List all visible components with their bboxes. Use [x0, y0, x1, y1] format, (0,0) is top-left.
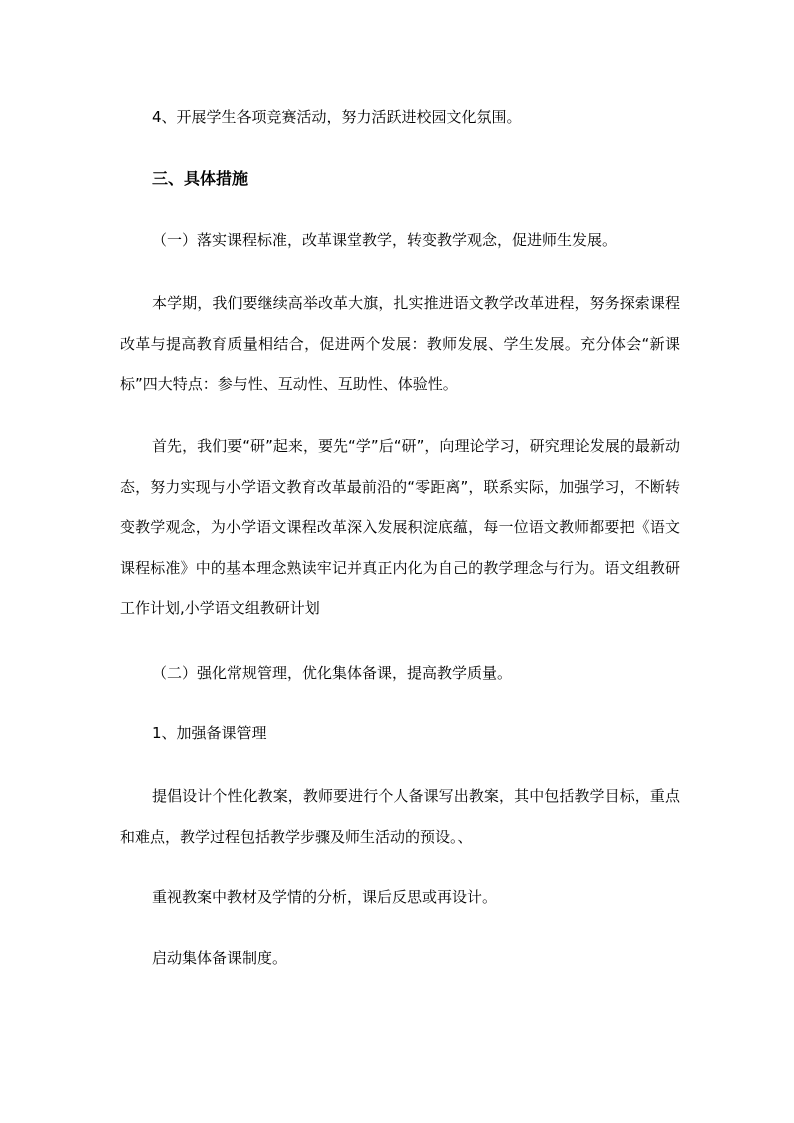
paragraph-collective-prep: 启动集体备课制度。	[152, 949, 288, 967]
list-item-4: 4、开展学生各项竞赛活动，努力活跃进校园文化氛围。	[152, 108, 522, 126]
section-heading-measures: 三、具体措施	[152, 169, 249, 188]
paragraph-reform: 本学期，我们要继续高举改革大旗，扎实推进语文教学改革进程，努务探索课程改革与提高教育质量相结合，促进两个发展：教师发展、学生发展。充分体会“新课标”四大特点：参与性、互动性、互助性、体验性。	[120, 294, 680, 393]
paragraph-analysis: 重视教案中教材及学情的分析，课后反思或再设计。	[152, 888, 498, 906]
paragraph-lesson-plans: 提倡设计个性化教案，教师要进行个人备课写出教案，其中包括教学目标，重点和难点，教学过程包括教学步骤及师生活动的预设。、	[120, 787, 680, 846]
subsection-heading-1: （一）落实课程标准，改革课堂教学，转变教学观念，促进师生发展。	[152, 231, 618, 249]
paragraph-research: 首先，我们要“研”起来，要先“学”后“研”，向理论学习，研究理论发展的最新动态，努力实现与小学语文教育改革最前沿的“零距离”，联系实际，加强学习，不断转变教学观念，为小学语文课程改革深入发展积淀底蕴，每一位语文教师都要把《语文课程标准》中的基本理念熟读牢记并真正内化为自己的教学理念与行为。语文组教研工作计划,小学语文组教研计划	[120, 437, 680, 617]
list-item-lesson-prep: 1、加强备课管理	[152, 724, 267, 742]
subsection-heading-2: （二）强化常规管理，优化集体备课，提高教学质量。	[152, 664, 513, 682]
